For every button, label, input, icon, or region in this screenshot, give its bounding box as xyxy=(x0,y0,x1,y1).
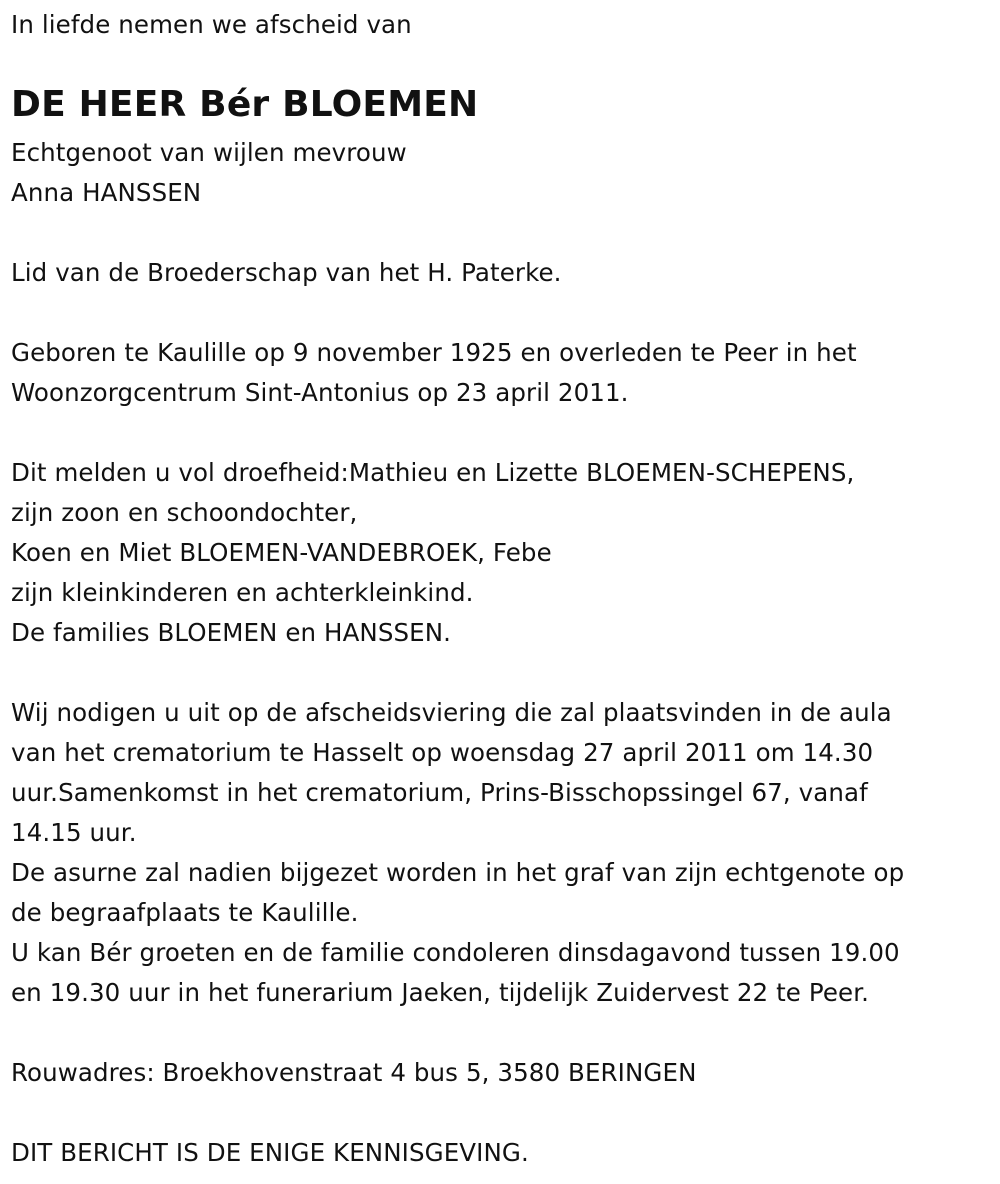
family-line: Dit melden u vol droefheid:Mathieu en Lizette BLOEMEN-SCHEPENS, xyxy=(11,458,855,487)
family-line: De families BLOEMEN en HANSSEN. xyxy=(11,618,452,647)
birth-death-line: Woonzorgcentrum Sint-Antonius op 23 april 2011. xyxy=(11,378,629,407)
family-line: Koen en Miet BLOEMEN-VANDEBROEK, Febe xyxy=(11,538,552,567)
deceased-name: DE HEER Bér BLOEMEN xyxy=(11,84,479,125)
ceremony-line: en 19.30 uur in het funerarium Jaeken, tijdelijk Zuidervest 22 te Peer. xyxy=(11,978,870,1007)
birth-death-line: Geboren te Kaulille op 9 november 1925 en overleden te Peer in het xyxy=(11,338,857,367)
family-line: zijn zoon en schoondochter, xyxy=(11,498,358,527)
ceremony-line: De asurne zal nadien bijgezet worden in het graf van zijn echtgenote op xyxy=(11,858,905,887)
ceremony-line: 14.15 uur. xyxy=(11,818,137,847)
mourning-address: Rouwadres: Broekhovenstraat 4 bus 5, 3580 BERINGEN xyxy=(11,1058,697,1087)
membership-line: Lid van de Broederschap van het H. Paterke. xyxy=(11,258,562,287)
ceremony-line: de begraafplaats te Kaulille. xyxy=(11,898,359,927)
ceremony-line: Wij nodigen u uit op de afscheidsviering die zal plaatsvinden in de aula xyxy=(11,698,892,727)
notice-line: DIT BERICHT IS DE ENIGE KENNISGEVING. xyxy=(11,1138,529,1167)
spouse-line-2: Anna HANSSEN xyxy=(11,178,202,207)
intro-line: In liefde nemen we afscheid van xyxy=(11,10,412,39)
ceremony-line: uur.Samenkomst in het crematorium, Prins-Bisschopssingel 67, vanaf xyxy=(11,778,868,807)
ceremony-line: U kan Bér groeten en de familie condoleren dinsdagavond tussen 19.00 xyxy=(11,938,900,967)
ceremony-line: van het crematorium te Hasselt op woensdag 27 april 2011 om 14.30 xyxy=(11,738,874,767)
family-line: zijn kleinkinderen en achterkleinkind. xyxy=(11,578,474,607)
spouse-line-1: Echtgenoot van wijlen mevrouw xyxy=(11,138,407,167)
